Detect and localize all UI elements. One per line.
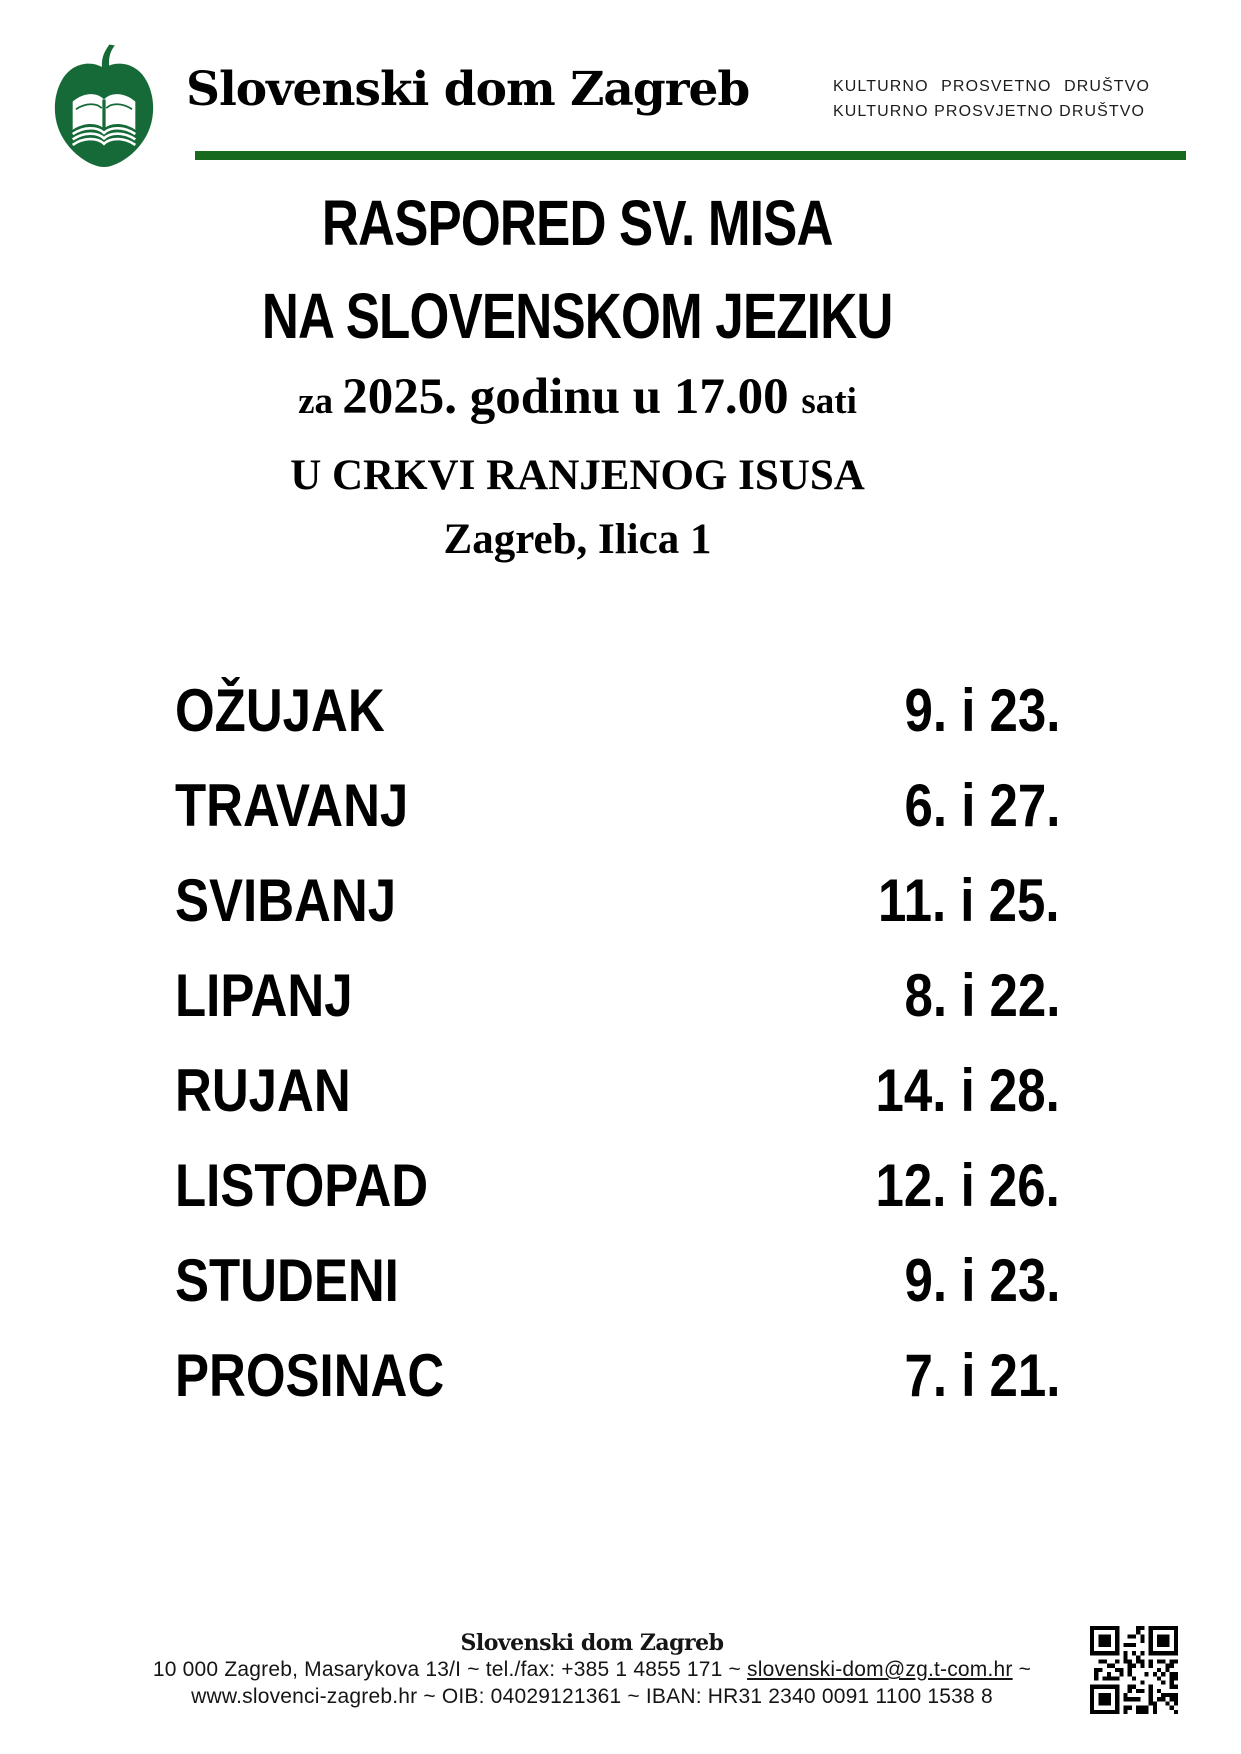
church-line: U CRKVI RANJENOG ISUSA xyxy=(290,452,865,499)
schedule-row xyxy=(175,853,1060,948)
month-dates: 8. i 22. xyxy=(904,962,1060,1029)
main-title xyxy=(0,186,1155,260)
org-name: Slovenski dom Zagreb xyxy=(186,62,750,117)
org-tagline xyxy=(833,74,1153,124)
footer-web-line: www.slovenci-zagreb.hr ~ OIB: 04029121361 ~ IBAN: HR31 2340 0091 1100 1538 8 xyxy=(191,1685,993,1708)
month-dates: 9. i 23. xyxy=(904,677,1060,744)
address-line: Zagreb, Ilica 1 xyxy=(443,516,712,563)
footer-tilde: ~ xyxy=(1012,1658,1032,1681)
header-divider xyxy=(195,151,1186,160)
tagline-line-2: KULTURNO PROSVJETNO DRUŠTVO xyxy=(833,103,1146,120)
footer-email-link[interactable]: slovenski-dom@zg.t-com.hr xyxy=(747,1658,1013,1681)
footer-org-name: Slovenski dom Zagreb xyxy=(460,1630,724,1656)
schedule-row xyxy=(175,948,1060,1043)
year-time-line xyxy=(0,368,1155,426)
qr-code-icon xyxy=(1090,1624,1178,1716)
schedule-row xyxy=(175,1233,1060,1328)
schedule-row xyxy=(175,1328,1060,1423)
schedule-row xyxy=(175,1043,1060,1138)
month-label: TRAVANJ xyxy=(175,772,409,839)
footer-contact-line xyxy=(0,1656,1184,1683)
schedule-row xyxy=(175,663,1060,758)
apple-book-logo-icon xyxy=(50,40,158,172)
year-time-prefix: za xyxy=(298,381,343,422)
schedule-row xyxy=(175,1138,1060,1233)
month-dates: 14. i 28. xyxy=(875,1057,1060,1124)
month-dates: 12. i 26. xyxy=(875,1152,1060,1219)
footer xyxy=(0,1630,1184,1710)
month-dates: 7. i 21. xyxy=(904,1342,1060,1409)
month-label: OŽUJAK xyxy=(175,677,385,744)
month-label: LISTOPAD xyxy=(175,1152,429,1219)
month-label: LIPANJ xyxy=(175,962,353,1029)
year-time-suffix: sati xyxy=(801,381,857,422)
schedule-row xyxy=(175,758,1060,853)
month-label: PROSINAC xyxy=(175,1342,445,1409)
month-label: SVIBANJ xyxy=(175,867,397,934)
schedule-rows xyxy=(175,663,1060,1423)
month-dates: 6. i 27. xyxy=(904,772,1060,839)
subtitle xyxy=(0,279,1155,353)
month-dates: 11. i 25. xyxy=(878,867,1060,934)
footer-address: 10 000 Zagreb, Masarykova 13/I ~ tel./fax: +385 1 4855 171 ~ xyxy=(152,1658,748,1681)
main-title-text: RASPORED SV. MISA xyxy=(322,187,833,259)
month-dates: 9. i 23. xyxy=(904,1247,1060,1314)
year-time-main: 2025. godinu u 17.00 xyxy=(342,369,802,425)
subtitle-text: NA SLOVENSKOM JEZIKU xyxy=(262,280,893,352)
month-label: STUDENI xyxy=(175,1247,399,1314)
tagline-line-1: KULTURNO PROSVETNO DRUŠTVO xyxy=(833,78,1150,95)
month-label: RUJAN xyxy=(175,1057,351,1124)
